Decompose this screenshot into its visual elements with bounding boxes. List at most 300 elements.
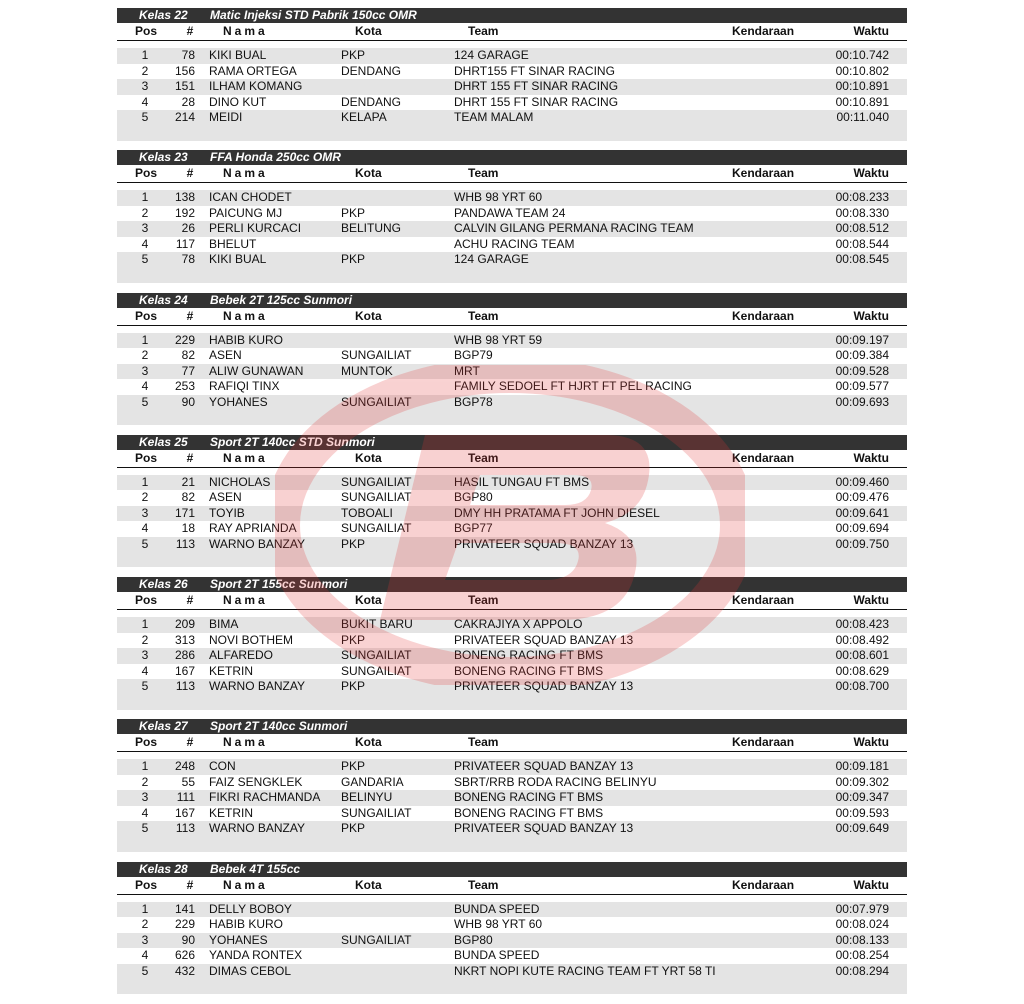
class-section xyxy=(117,150,907,292)
team-cell: PRIVATEER SQUAD BANZAY 13 xyxy=(454,536,634,551)
rider-name-cell: RAFIQI TINX xyxy=(209,379,280,394)
city-cell: SUNGAILIAT xyxy=(341,474,412,489)
rider-name-cell: MEIDI xyxy=(209,110,243,124)
position-cell: 5 xyxy=(141,394,149,409)
position-cell: 1 xyxy=(141,617,149,632)
class-section xyxy=(117,577,907,719)
row-spacer xyxy=(117,126,907,141)
header-team: Team xyxy=(468,24,499,38)
position-cell: 4 xyxy=(141,805,149,820)
rider-name-cell: ICAN CHODET xyxy=(209,190,292,205)
result-rows xyxy=(117,190,907,268)
rider-name-cell: NICHOLAS xyxy=(209,474,271,489)
city-cell: SUNGAILIAT xyxy=(341,805,412,820)
header-vehicle: Kendaraan xyxy=(732,593,795,608)
position-cell: 2 xyxy=(141,632,149,647)
position-cell: 2 xyxy=(141,917,149,932)
rider-name-cell: ILHAM KOMANG xyxy=(209,79,303,93)
header-time: Waktu xyxy=(853,166,889,181)
column-header-row xyxy=(117,450,907,468)
table-row xyxy=(117,221,907,237)
city-cell: SUNGAILIAT xyxy=(341,932,412,947)
city-cell: SUNGAILIAT xyxy=(341,394,412,409)
number-cell: 77 xyxy=(181,363,195,378)
time-cell: 00:09.181 xyxy=(835,759,889,774)
header-vehicle: Kendaraan xyxy=(732,450,795,465)
header-name: Nama xyxy=(223,877,268,892)
table-row xyxy=(117,633,907,649)
rider-name-cell: RAMA ORTEGA xyxy=(209,63,297,78)
class-number: Kelas 23 xyxy=(139,150,188,165)
rider-name-cell: DELLY BOBOY xyxy=(209,901,292,916)
team-cell: WHB 98 YRT 60 xyxy=(454,917,543,932)
header-pos: Pos xyxy=(134,877,157,892)
header-number: # xyxy=(186,877,194,892)
time-cell: 00:08.024 xyxy=(835,917,889,932)
header-number: # xyxy=(186,308,194,323)
class-section xyxy=(117,8,907,150)
number-cell: 26 xyxy=(181,221,195,236)
rider-name-cell: YOHANES xyxy=(209,394,268,409)
time-cell: 00:10.742 xyxy=(835,48,889,62)
header-city: Kota xyxy=(355,308,382,323)
header-pos: Pos xyxy=(134,166,157,181)
header-time: Waktu xyxy=(853,735,889,750)
team-cell: BONENG RACING FT BMS xyxy=(454,805,604,820)
class-section xyxy=(117,862,907,1004)
city-cell: PKP xyxy=(341,48,366,62)
city-cell: DENDANG xyxy=(341,63,402,78)
position-cell: 5 xyxy=(141,963,149,978)
time-cell: 00:08.601 xyxy=(835,648,889,663)
header-number: # xyxy=(186,735,194,750)
header-city: Kota xyxy=(355,735,382,750)
position-cell: 3 xyxy=(141,932,149,947)
number-cell: 167 xyxy=(174,663,195,678)
row-spacer xyxy=(117,410,907,425)
number-cell: 21 xyxy=(181,474,195,489)
rider-name-cell: BIMA xyxy=(209,617,239,632)
position-cell: 2 xyxy=(141,348,149,363)
class-name: Bebek 2T 125cc Sunmori xyxy=(210,292,353,307)
number-cell: 286 xyxy=(174,648,195,663)
position-cell: 3 xyxy=(141,648,149,663)
team-cell: FAMILY SEDOEL FT HJRT FT PEL RACING xyxy=(454,379,692,394)
class-title-bar xyxy=(117,8,907,23)
result-rows xyxy=(117,333,907,411)
header-pos: Pos xyxy=(134,593,157,608)
row-spacer xyxy=(117,552,907,567)
team-cell: TEAM MALAM xyxy=(454,110,534,124)
city-cell: PKP xyxy=(341,679,366,694)
time-cell: 00:09.197 xyxy=(835,332,889,347)
number-cell: 214 xyxy=(174,110,195,124)
team-cell: WHB 98 YRT 60 xyxy=(454,190,543,205)
city-cell: PKP xyxy=(341,252,366,267)
team-cell: CALVIN GILANG PERMANA RACING TEAM xyxy=(454,221,694,236)
class-title-bar xyxy=(117,293,907,308)
city-cell: GANDARIA xyxy=(341,774,404,789)
class-name: Sport 2T 155cc Sunmori xyxy=(210,577,348,592)
position-cell: 2 xyxy=(141,774,149,789)
table-row xyxy=(117,948,907,964)
city-cell: SUNGAILIAT xyxy=(341,663,412,678)
position-cell: 5 xyxy=(141,110,149,124)
time-cell: 00:07.979 xyxy=(835,901,889,916)
city-cell: SUNGAILIAT xyxy=(341,648,412,663)
header-name: Nama xyxy=(223,450,268,465)
table-row xyxy=(117,664,907,680)
team-cell: BONENG RACING FT BMS xyxy=(454,648,604,663)
number-cell: 626 xyxy=(174,948,195,963)
position-cell: 3 xyxy=(141,79,149,93)
header-team: Team xyxy=(468,450,499,465)
table-row xyxy=(117,475,907,491)
class-number: Kelas 26 xyxy=(139,577,188,592)
position-cell: 4 xyxy=(141,663,149,678)
rider-name-cell: KETRIN xyxy=(209,805,254,820)
class-title-bar xyxy=(117,719,907,734)
rider-name-cell: ALIW GUNAWAN xyxy=(209,363,304,378)
team-cell: MRT xyxy=(454,363,480,378)
header-name: Nama xyxy=(223,308,268,323)
number-cell: 209 xyxy=(174,617,195,632)
header-city: Kota xyxy=(355,24,382,38)
time-cell: 00:08.492 xyxy=(835,632,889,647)
rider-name-cell: KIKI BUAL xyxy=(209,48,267,62)
rider-name-cell: ASEN xyxy=(209,490,242,505)
rider-name-cell: HABIB KURO xyxy=(209,332,284,347)
column-header-row xyxy=(117,592,907,610)
team-cell: WHB 98 YRT 59 xyxy=(454,332,543,347)
number-cell: 90 xyxy=(181,932,195,947)
number-cell: 28 xyxy=(181,94,195,109)
number-cell: 156 xyxy=(174,63,195,78)
position-cell: 4 xyxy=(141,521,149,536)
number-cell: 82 xyxy=(181,490,195,505)
number-cell: 78 xyxy=(181,252,195,267)
team-cell: BONENG RACING FT BMS xyxy=(454,663,604,678)
table-row xyxy=(117,64,907,80)
rider-name-cell: YANDA RONTEX xyxy=(209,948,303,963)
team-cell: PRIVATEER SQUAD BANZAY 13 xyxy=(454,632,634,647)
team-cell: NKRT NOPI KUTE RACING TEAM FT YRT 58 TI xyxy=(454,963,716,978)
class-name: Sport 2T 140cc Sunmori xyxy=(210,719,348,734)
time-cell: 00:09.476 xyxy=(835,490,889,505)
team-cell: DHRT 155 FT SINAR RACING xyxy=(454,79,619,93)
number-cell: 192 xyxy=(174,205,195,220)
class-name: Bebek 4T 155cc xyxy=(210,861,301,876)
table-row xyxy=(117,506,907,522)
class-number: Kelas 27 xyxy=(139,719,188,734)
table-row xyxy=(117,490,907,506)
time-cell: 00:08.133 xyxy=(835,932,889,947)
time-cell: 00:08.423 xyxy=(835,617,889,632)
header-time: Waktu xyxy=(853,593,889,608)
table-row xyxy=(117,964,907,980)
rider-name-cell: NOVI BOTHEM xyxy=(209,632,294,647)
header-pos: Pos xyxy=(134,450,157,465)
position-cell: 1 xyxy=(141,48,149,62)
time-cell: 00:09.694 xyxy=(835,521,889,536)
header-city: Kota xyxy=(355,593,382,608)
time-cell: 00:09.347 xyxy=(835,790,889,805)
table-row xyxy=(117,237,907,253)
rider-name-cell: ALFAREDO xyxy=(209,648,274,663)
number-cell: 432 xyxy=(174,963,195,978)
number-cell: 90 xyxy=(181,394,195,409)
class-title-bar xyxy=(117,435,907,450)
city-cell: PKP xyxy=(341,821,366,836)
table-row xyxy=(117,364,907,380)
time-cell: 00:09.693 xyxy=(835,394,889,409)
rider-name-cell: DINO KUT xyxy=(209,94,267,109)
rider-name-cell: PAICUNG MJ xyxy=(209,205,283,220)
time-cell: 00:08.512 xyxy=(835,221,889,236)
position-cell: 3 xyxy=(141,505,149,520)
table-row xyxy=(117,95,907,111)
team-cell: HASIL TUNGAU FT BMS xyxy=(454,474,590,489)
rider-name-cell: WARNO BANZAY xyxy=(209,821,306,836)
number-cell: 253 xyxy=(174,379,195,394)
header-team: Team xyxy=(468,735,499,750)
class-number: Kelas 25 xyxy=(139,434,188,449)
time-cell: 00:08.544 xyxy=(835,236,889,251)
position-cell: 1 xyxy=(141,759,149,774)
rider-name-cell: YOHANES xyxy=(209,932,268,947)
time-cell: 00:09.577 xyxy=(835,379,889,394)
result-rows xyxy=(117,475,907,553)
time-cell: 00:09.384 xyxy=(835,348,889,363)
team-cell: 124 GARAGE xyxy=(454,252,529,267)
time-cell: 00:10.891 xyxy=(835,94,889,109)
header-number: # xyxy=(186,166,194,181)
time-cell: 00:09.593 xyxy=(835,805,889,820)
table-row xyxy=(117,521,907,537)
time-cell: 00:08.233 xyxy=(835,190,889,205)
position-cell: 5 xyxy=(141,679,149,694)
team-cell: DMY HH PRATAMA FT JOHN DIESEL xyxy=(454,505,660,520)
header-name: Nama xyxy=(223,735,268,750)
time-cell: 00:09.641 xyxy=(835,505,889,520)
position-cell: 2 xyxy=(141,63,149,78)
city-cell: MUNTOK xyxy=(341,363,393,378)
table-row xyxy=(117,379,907,395)
city-cell: TOBOALI xyxy=(341,505,393,520)
team-cell: DHRT155 FT SINAR RACING xyxy=(454,63,615,78)
rider-name-cell: RAY APRIANDA xyxy=(209,521,297,536)
number-cell: 113 xyxy=(175,536,195,551)
number-cell: 111 xyxy=(176,790,195,805)
time-cell: 00:08.700 xyxy=(835,679,889,694)
position-cell: 4 xyxy=(141,379,149,394)
header-number: # xyxy=(186,593,194,608)
number-cell: 141 xyxy=(174,901,195,916)
table-row xyxy=(117,806,907,822)
position-cell: 5 xyxy=(141,821,149,836)
time-cell: 00:08.330 xyxy=(835,205,889,220)
header-time: Waktu xyxy=(853,450,889,465)
class-name: Matic Injeksi STD Pabrik 150cc OMR xyxy=(210,8,417,22)
header-vehicle: Kendaraan xyxy=(732,166,795,181)
header-number: # xyxy=(186,24,194,38)
column-header-row xyxy=(117,734,907,752)
row-spacer xyxy=(117,837,907,852)
team-cell: PRIVATEER SQUAD BANZAY 13 xyxy=(454,679,634,694)
result-rows xyxy=(117,759,907,837)
city-cell: PKP xyxy=(341,632,366,647)
time-cell: 00:08.254 xyxy=(835,948,889,963)
table-row xyxy=(117,110,907,126)
rider-name-cell: HABIB KURO xyxy=(209,917,284,932)
position-cell: 3 xyxy=(141,221,149,236)
rider-name-cell: FIKRI RACHMANDA xyxy=(209,790,321,805)
position-cell: 1 xyxy=(141,474,149,489)
column-header-row xyxy=(117,877,907,895)
class-title-bar xyxy=(117,150,907,165)
table-row xyxy=(117,790,907,806)
time-cell: 00:08.545 xyxy=(835,252,889,267)
city-cell: KELAPA xyxy=(341,110,387,124)
rider-name-cell: KETRIN xyxy=(209,663,254,678)
team-cell: 124 GARAGE xyxy=(454,48,529,62)
table-row xyxy=(117,252,907,268)
results-sheet xyxy=(117,8,907,1004)
position-cell: 1 xyxy=(141,190,149,205)
number-cell: 117 xyxy=(175,236,195,251)
number-cell: 18 xyxy=(181,521,195,536)
city-cell: BELITUNG xyxy=(341,221,402,236)
class-name: Sport 2T 140cc STD Sunmori xyxy=(210,434,375,449)
table-row xyxy=(117,902,907,918)
team-cell: BGP80 xyxy=(454,932,493,947)
number-cell: 78 xyxy=(181,48,195,62)
number-cell: 171 xyxy=(174,505,195,520)
column-header-row xyxy=(117,23,907,41)
table-row xyxy=(117,679,907,695)
table-row xyxy=(117,537,907,553)
time-cell: 00:08.629 xyxy=(835,663,889,678)
city-cell: SUNGAILIAT xyxy=(341,490,412,505)
rider-name-cell: ASEN xyxy=(209,348,242,363)
number-cell: 229 xyxy=(174,332,195,347)
header-team: Team xyxy=(468,166,499,181)
position-cell: 5 xyxy=(141,536,149,551)
position-cell: 1 xyxy=(141,901,149,916)
city-cell: BUKIT BARU xyxy=(341,617,413,632)
table-row xyxy=(117,79,907,95)
rider-name-cell: WARNO BANZAY xyxy=(209,536,306,551)
team-cell: PANDAWA TEAM 24 xyxy=(454,205,566,220)
time-cell: 00:11.040 xyxy=(836,110,889,124)
row-spacer xyxy=(117,268,907,283)
header-vehicle: Kendaraan xyxy=(732,24,795,38)
header-vehicle: Kendaraan xyxy=(732,308,795,323)
number-cell: 167 xyxy=(174,805,195,820)
table-row xyxy=(117,933,907,949)
class-number: Kelas 22 xyxy=(139,8,188,22)
header-vehicle: Kendaraan xyxy=(732,735,795,750)
number-cell: 138 xyxy=(174,190,195,205)
city-cell: PKP xyxy=(341,205,366,220)
table-row xyxy=(117,759,907,775)
rider-name-cell: FAIZ SENGKLEK xyxy=(209,774,303,789)
class-number: Kelas 24 xyxy=(139,292,188,307)
table-row xyxy=(117,775,907,791)
team-cell: BGP79 xyxy=(454,348,493,363)
position-cell: 3 xyxy=(141,363,149,378)
city-cell: SUNGAILIAT xyxy=(341,348,412,363)
city-cell: PKP xyxy=(341,759,366,774)
team-cell: DHRT 155 FT SINAR RACING xyxy=(454,94,619,109)
team-cell: BGP77 xyxy=(454,521,493,536)
header-city: Kota xyxy=(355,450,382,465)
header-city: Kota xyxy=(355,166,382,181)
position-cell: 4 xyxy=(141,94,149,109)
class-name: FFA Honda 250cc OMR xyxy=(210,150,341,165)
rider-name-cell: TOYIB xyxy=(209,505,245,520)
row-spacer xyxy=(117,979,907,994)
header-time: Waktu xyxy=(853,308,889,323)
rider-name-cell: KIKI BUAL xyxy=(209,252,267,267)
city-cell: SUNGAILIAT xyxy=(341,521,412,536)
number-cell: 113 xyxy=(175,821,195,836)
team-cell: CAKRAJIYA X APPOLO xyxy=(454,617,583,632)
city-cell: PKP xyxy=(341,536,366,551)
header-vehicle: Kendaraan xyxy=(732,877,795,892)
table-row xyxy=(117,48,907,64)
header-time: Waktu xyxy=(853,877,889,892)
table-row xyxy=(117,617,907,633)
team-cell: PRIVATEER SQUAD BANZAY 13 xyxy=(454,821,634,836)
number-cell: 151 xyxy=(174,79,195,93)
rider-name-cell: DIMAS CEBOL xyxy=(209,963,292,978)
header-pos: Pos xyxy=(134,24,157,38)
header-number: # xyxy=(186,450,194,465)
rider-name-cell: BHELUT xyxy=(209,236,257,251)
header-time: Waktu xyxy=(853,24,889,38)
table-row xyxy=(117,190,907,206)
header-name: Nama xyxy=(223,166,268,181)
rider-name-cell: PERLI KURCACI xyxy=(209,221,302,236)
position-cell: 2 xyxy=(141,490,149,505)
table-row xyxy=(117,333,907,349)
table-row xyxy=(117,206,907,222)
number-cell: 55 xyxy=(181,774,195,789)
class-section xyxy=(117,435,907,577)
result-rows xyxy=(117,902,907,980)
rider-name-cell: WARNO BANZAY xyxy=(209,679,306,694)
team-cell: SBRT/RRB RODA RACING BELINYU xyxy=(454,774,657,789)
team-cell: BONENG RACING FT BMS xyxy=(454,790,604,805)
header-team: Team xyxy=(468,308,499,323)
table-row xyxy=(117,395,907,411)
result-rows xyxy=(117,617,907,695)
header-city: Kota xyxy=(355,877,382,892)
table-row xyxy=(117,648,907,664)
time-cell: 00:10.802 xyxy=(835,63,889,78)
team-cell: ACHU RACING TEAM xyxy=(454,236,575,251)
class-title-bar xyxy=(117,577,907,592)
class-section xyxy=(117,719,907,861)
class-section xyxy=(117,293,907,435)
header-pos: Pos xyxy=(134,308,157,323)
rider-name-cell: CON xyxy=(209,759,236,774)
header-name: Nama xyxy=(223,593,268,608)
time-cell: 00:10.891 xyxy=(835,79,889,93)
position-cell: 5 xyxy=(141,252,149,267)
team-cell: BUNDA SPEED xyxy=(454,901,540,916)
